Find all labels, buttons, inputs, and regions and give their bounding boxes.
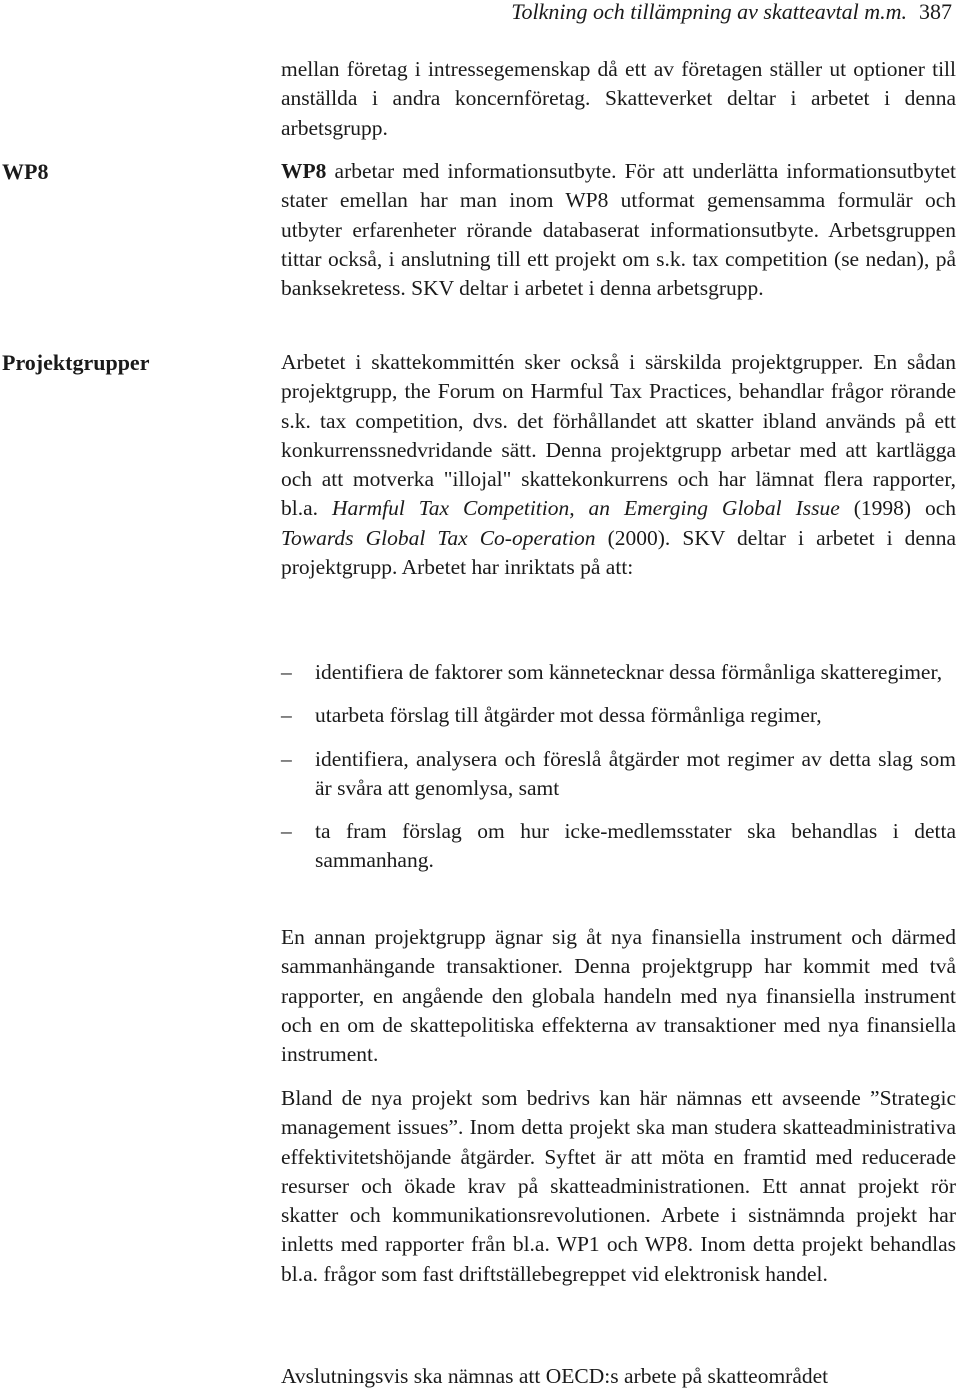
paragraph-final-text: Avslutningsvis ska nämnas att OECD:s arbete på skatteområdet bbox=[281, 1364, 829, 1388]
paragraph-new-projects bbox=[281, 1084, 956, 1289]
list-item bbox=[281, 701, 956, 730]
dash-bullet bbox=[281, 745, 292, 774]
paragraph-new-projects-text: Bland de nya projekt som bedrivs kan här nämnas ett avseende ”Strategic management issues”. Inom detta projekt ska man studera skatteadministrativa effektivitetshöjande åtgärder. Syftet är att möta en framtid med reducerade resurser och ökade krav på skatteadministrationen. Ett annat projekt rör skatter och kommunikationsrevolutionen. Arbete i sistnämnda projekt har inletts med rapporter från bl.a. WP1 och WP8. Inom detta projekt behandlas bl.a. frågor som fast driftställebegreppet vid elektronisk handel. bbox=[281, 1086, 956, 1286]
goals-list bbox=[281, 658, 956, 876]
paragraph-projektgrupper bbox=[281, 348, 956, 582]
list-item-text: utarbeta förslag till åtgärder mot dessa förmånliga regimer, bbox=[315, 703, 822, 728]
dash-bullet bbox=[281, 817, 292, 846]
dash-bullet bbox=[281, 701, 292, 730]
paragraph-wp8 bbox=[281, 157, 956, 303]
running-header bbox=[511, 0, 952, 26]
paragraph-proj-text-c: (2000). SKV deltar i arbetet i denna projektgrupp. Arbetet har inriktats på att: bbox=[281, 525, 956, 580]
margin-heading-wp8: WP8 bbox=[2, 159, 49, 184]
paragraph-proj-text-b: (1998) och bbox=[839, 496, 956, 521]
list-item-text: ta fram förslag om hur icke-medlemsstater ska behandlas i detta sammanhang. bbox=[315, 819, 956, 873]
paragraph-wp8-text: arbetar med informationsutbyte. För att underlätta informationsutbytet stater emellan har man inom WP8 utformat gemensamma formulär och utbyter erfarenheter rörande databaserat informationsutbyte. Arbetsgruppen tittar också, i anslutning till ett projekt om s.k. tax competition (se nedan), på banksekretess. SKV deltar i arbetet i denna arbetsgrupp. bbox=[281, 159, 956, 301]
list-item-text: identifiera, analysera och föreslå åtgärder mot regimer av detta slag som är svåra att genomlysa, samt bbox=[315, 746, 956, 800]
paragraph-intro bbox=[281, 55, 956, 143]
report-title-1: Harmful Tax Competition, an Emerging Global Issue bbox=[331, 496, 840, 521]
paragraph-final bbox=[281, 1362, 956, 1391]
paragraph-finance-text: En annan projektgrupp ägnar sig åt nya finansiella instrument och därmed sammanhängande transaktioner. Denna projektgrupp har kommit med två rapporter, en angående den globala handeln med nya finansiella instrument och en om de skattepolitiska effekterna av transaktioner med nya finansiella instrument. bbox=[281, 925, 956, 1067]
page-number: 387 bbox=[919, 0, 952, 24]
list-item bbox=[281, 745, 956, 804]
dash-bullet bbox=[281, 658, 292, 687]
list-item-text: identifiera de faktorer som kännetecknar dessa förmånliga skatteregimer, bbox=[315, 660, 943, 684]
paragraph-intro-text: mellan företag i intressegemenskap då ett av företagen ställer ut optioner till anställda i andra koncernföretag. Skatteverket deltar i arbetet i denna arbetsgrupp. bbox=[281, 57, 956, 140]
list-item bbox=[281, 658, 956, 687]
margin-heading-projektgrupper: Projektgrupper bbox=[2, 350, 150, 375]
report-title-2: Towards Global Tax Co-operation bbox=[281, 525, 596, 550]
paragraph-finance bbox=[281, 923, 956, 1069]
list-item bbox=[281, 817, 956, 876]
paragraph-wp8-lead: WP8 bbox=[281, 159, 327, 183]
paragraph-proj-text-a: Arbetet i skattekommittén sker också i särskilda projektgrupper. En sådan projektgrupp, the Forum on Harmful Tax Practices, behandlar frågor rörande s.k. tax competition, dvs. det förhållandet att skatter ibland används på ett konkurrenssnedvridande sätt. Denna projektgrupp arbetar med att kartlägga och att motverka "illojal" skattekonkurrens och har lämnat flera rapporter, bl.a. bbox=[281, 350, 956, 521]
running-header-title: Tolkning och tillämpning av skatteavtal m.m. bbox=[511, 0, 907, 24]
